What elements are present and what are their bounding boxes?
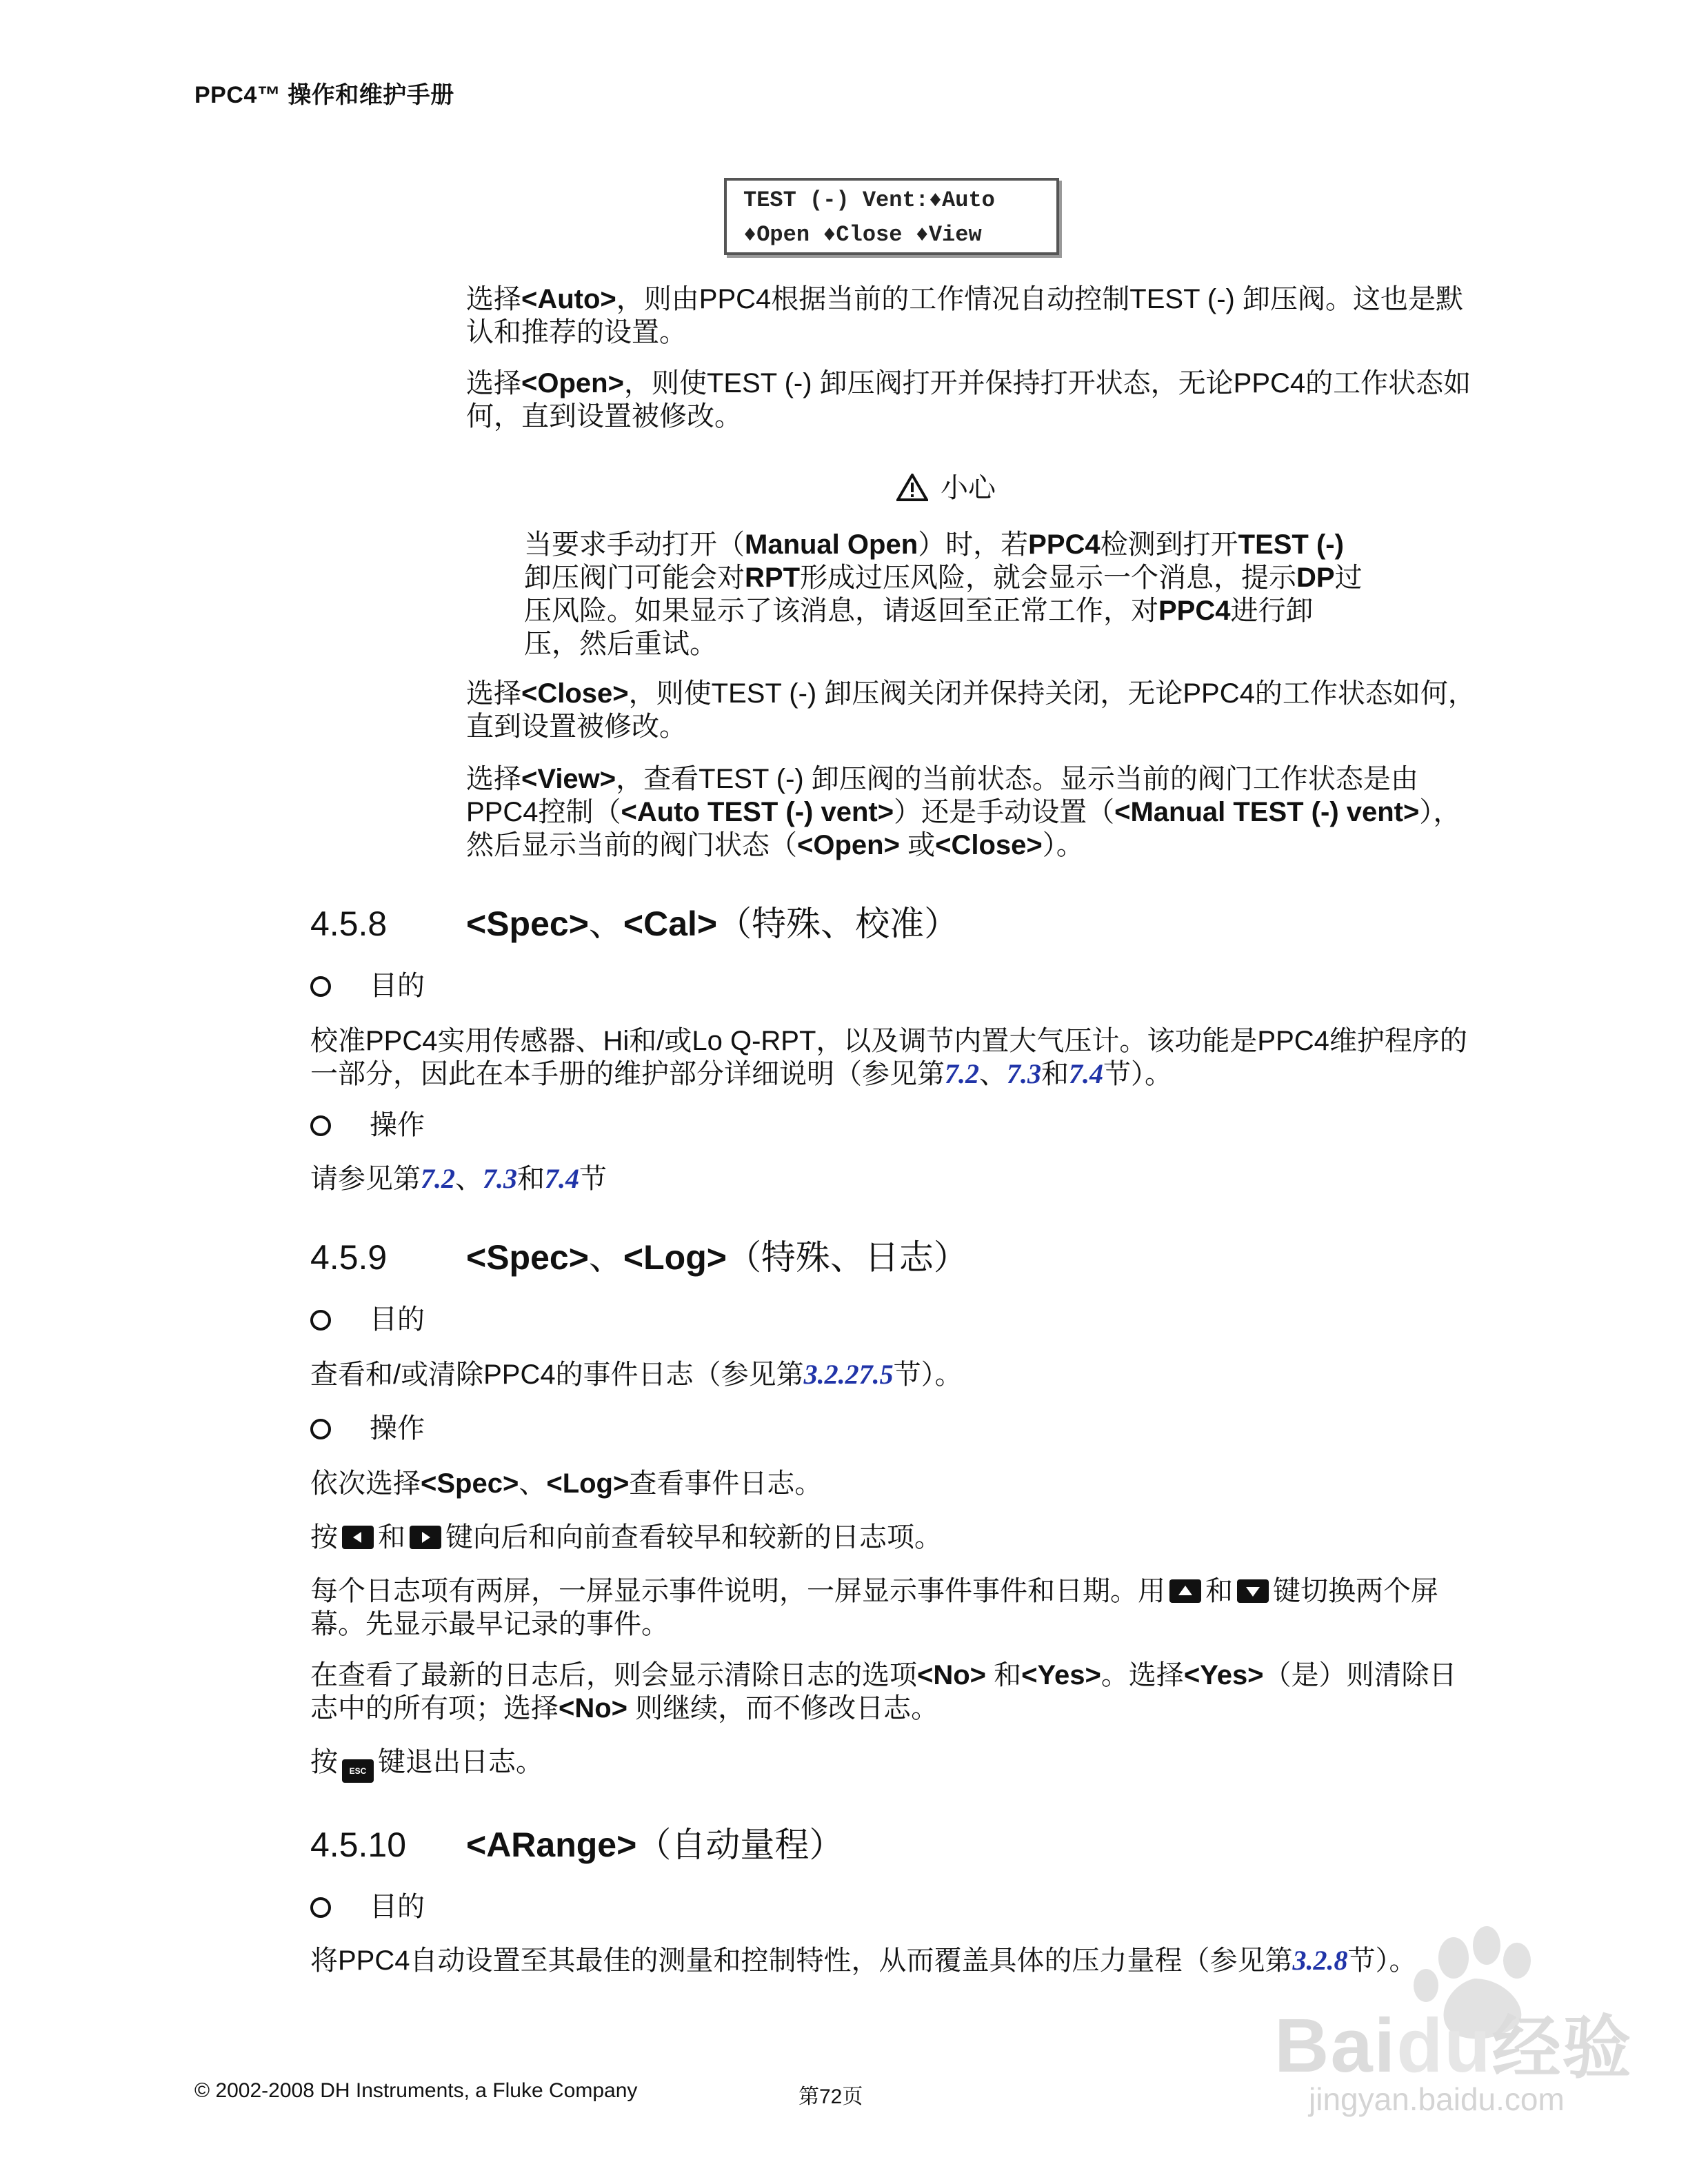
paragraph-operation-4-5-8: 请参见第7.2、7.3和7.4节 xyxy=(310,1163,607,1194)
warning-icon xyxy=(896,474,928,501)
paragraph-view: 选择<View>，查看TEST (-) 卸压阀的当前状态。显示当前的阀门工作状态是由PPC4控制（<Auto TEST (-) vent>）还是手动设置（<Manual TEST (-) vent>），然后显示当前的阀门状态（<Open> 或<Close>）。 xyxy=(466,764,1461,860)
link-7-3[interactable]: 7.3 xyxy=(1007,1058,1041,1089)
paragraph-op4-4-5-9: 在查看了最新的日志后，则会显示清除日志的选项<No> 和<Yes>。选择<Yes>（是）则清除日志中的所有项；选择<No> 则继续，而不修改日志。 xyxy=(310,1660,1457,1723)
bullet-operation-4-5-8: 操作 xyxy=(310,1109,586,1142)
link-7-2[interactable]: 7.2 xyxy=(421,1163,455,1194)
section-heading-4-5-8: 4.5.8 <Spec>、<Cal>（特殊、校准） xyxy=(310,904,959,943)
circle-bullet-icon xyxy=(310,1115,331,1136)
caution-text: 当要求手动打开（Manual Open）时，若PPC4检测到打开TEST (-)卸压阀门可能会对RPT形成过压风险，就会显示一个消息，提示DP过压风险。如果显示了该消息，请返回至正常工作，对PPC4进行卸压，然后重试。 xyxy=(524,529,1363,659)
link-7-4[interactable]: 7.4 xyxy=(1069,1058,1103,1089)
section-heading-4-5-9: 4.5.9 <Spec>、<Log>（特殊、日志） xyxy=(310,1238,968,1277)
paragraph-op3-4-5-9: 每个日志项有两屏，一屏显示事件说明，一屏显示事件事件和日期。用 和 键切换两个屏幕。先显示最早记录的事件。 xyxy=(310,1576,1438,1639)
circle-bullet-icon xyxy=(310,1310,331,1331)
circle-bullet-icon xyxy=(310,1897,331,1918)
footer-page-number: 第72页 xyxy=(798,2085,863,2108)
right-arrow-key-icon xyxy=(410,1526,441,1549)
circle-bullet-icon xyxy=(310,1419,331,1439)
link-7-4[interactable]: 7.4 xyxy=(545,1163,579,1194)
caution-heading: 小心 xyxy=(896,472,996,505)
link-7-3[interactable]: 7.3 xyxy=(483,1163,517,1194)
link-3-2-8[interactable]: 3.2.8 xyxy=(1292,1945,1348,1976)
circle-bullet-icon xyxy=(310,976,331,997)
section-heading-4-5-10: 4.5.10 <ARange>（自动量程） xyxy=(310,1826,844,1864)
lcd-line-2: ♦Open ♦Close ♦View xyxy=(743,222,982,247)
bullet-operation-4-5-9: 操作 xyxy=(310,1412,586,1445)
paragraph-purpose-4-5-9: 查看和/或清除PPC4的事件日志（参见第3.2.27.5节）。 xyxy=(310,1359,963,1390)
down-arrow-key-icon xyxy=(1237,1579,1269,1603)
running-header: PPC4™ 操作和维护手册 xyxy=(194,82,454,108)
paragraph-op5-4-5-9: 按 ESC 键退出日志。 xyxy=(310,1746,1483,1783)
link-3-2-27-5[interactable]: 3.2.27.5 xyxy=(803,1359,894,1390)
esc-key-icon: ESC xyxy=(342,1759,374,1783)
left-arrow-key-icon xyxy=(342,1526,374,1549)
paragraph-purpose-4-5-10: 将PPC4自动设置至其最佳的测量和控制特性，从而覆盖具体的压力量程（参见第3.2.8节）。 xyxy=(310,1945,1417,1976)
link-7-2[interactable]: 7.2 xyxy=(945,1058,979,1089)
up-arrow-key-icon xyxy=(1169,1579,1201,1603)
paragraph-op1-4-5-9: 依次选择<Spec>、<Log>查看事件日志。 xyxy=(310,1468,823,1499)
footer-copyright: © 2002-2008 DH Instruments, a Fluke Company xyxy=(194,2079,638,2102)
lcd-display xyxy=(724,178,1059,255)
lcd-line-1: TEST (-) Vent:♦Auto xyxy=(743,188,995,213)
bullet-purpose-4-5-9: 目的 xyxy=(310,1303,586,1336)
paragraph-close: 选择<Close>，则使TEST (-) 卸压阀关闭并保持关闭，无论PPC4的工作状态如何，直到设置被修改。 xyxy=(466,678,1476,742)
paragraph-purpose-4-5-8: 校准PPC4实用传感器、Hi和/或Lo Q-RPT，以及调节内置大气压计。该功能是PPC4维护程序的一部分，因此在本手册的维护部分详细说明（参见第7.2、7.3和7.4节）。 xyxy=(310,1026,1467,1089)
paragraph-open: 选择<Open>，则使TEST (-) 卸压阀打开并保持打开状态，无论PPC4的工作状态如何，直到设置被修改。 xyxy=(466,368,1471,432)
paragraph-auto: 选择<Auto>，则由PPC4根据当前的工作情况自动控制TEST (-) 卸压阀。这也是默认和推荐的设置。 xyxy=(466,284,1463,347)
watermark-url: jingyan.baidu.com xyxy=(1309,2081,1565,2117)
paragraph-op2-4-5-9: 按 和 键向后和向前查看较早和较新的日志项。 xyxy=(310,1522,942,1553)
baidu-jingyan-watermark: Baidu经验 jingyan.baidu.com xyxy=(1247,1910,1667,2116)
bullet-purpose-4-5-10: 目的 xyxy=(310,1890,586,1923)
bullet-purpose-4-5-8: 目的 xyxy=(310,969,586,1002)
